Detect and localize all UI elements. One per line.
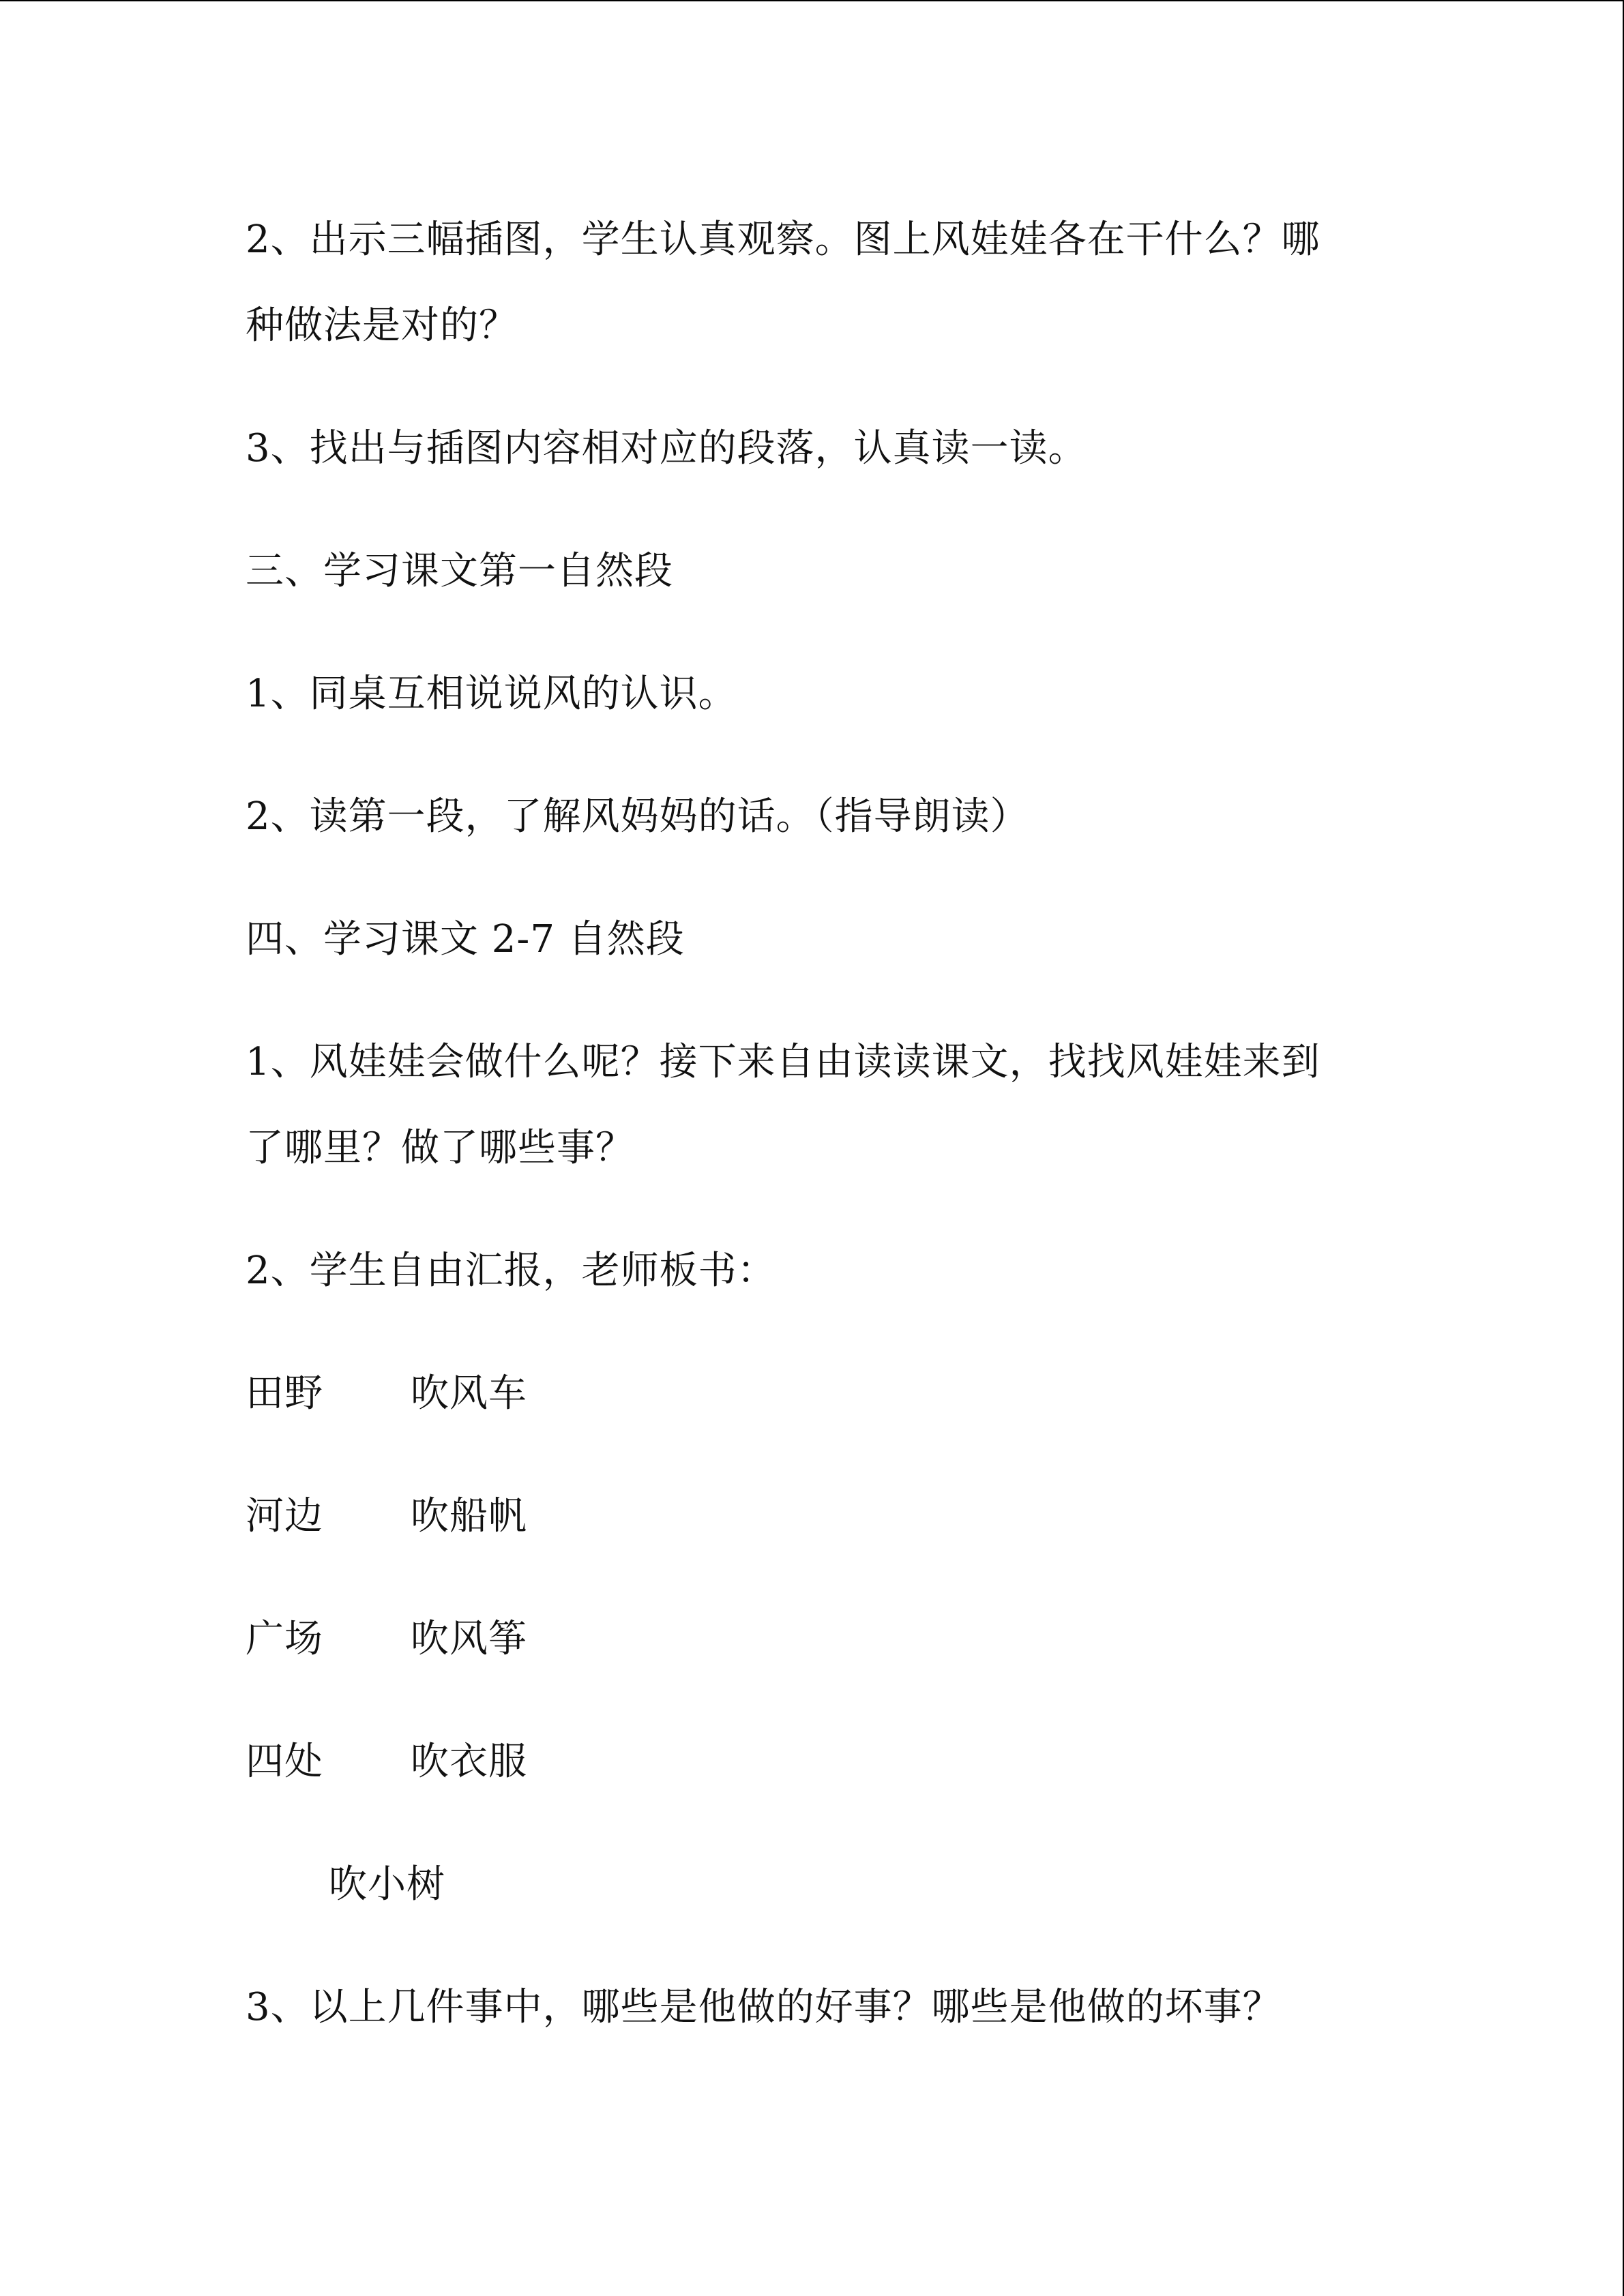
paragraph-line: 1、同桌互相说说风的认识。: [246, 672, 737, 716]
board-place: 田野: [246, 1371, 323, 1416]
board-place: 河边: [246, 1494, 323, 1538]
paragraph-line: 2、读第一段，了解风妈妈的话。（指导朗读）: [246, 794, 1029, 839]
board-action: 吹风车: [411, 1371, 527, 1416]
board-action: 吹船帆: [411, 1494, 527, 1538]
board-action: 吹风筝: [411, 1617, 527, 1661]
board-action-extra: 吹小树: [329, 1862, 445, 1907]
section-heading: 四、学习课文 2-7 自然段: [246, 917, 685, 961]
board-action: 吹衣服: [411, 1740, 527, 1784]
paragraph-line: 3、找出与插图内容相对应的段落，认真读一读。: [246, 426, 1087, 471]
paragraph-line: 2、学生自由汇报，老师板书：: [246, 1249, 776, 1293]
board-place: 广场: [246, 1617, 323, 1661]
paragraph-line: 了哪里？做了哪些事？: [246, 1126, 634, 1170]
paragraph-line: 2、出示三幅插图，学生认真观察。图上风娃娃各在干什么？哪: [246, 218, 1320, 262]
section-heading: 三、学习课文第一自然段: [246, 549, 673, 593]
board-place: 四处: [246, 1740, 323, 1784]
paragraph-line: 种做法是对的？: [246, 303, 518, 348]
paragraph-line: 1、风娃娃会做什么呢？接下来自由读读课文，找找风娃娃来到: [246, 1040, 1320, 1084]
paragraph-line: 3、以上几件事中，哪些是他做的好事？哪些是他做的坏事？: [246, 1985, 1282, 2029]
